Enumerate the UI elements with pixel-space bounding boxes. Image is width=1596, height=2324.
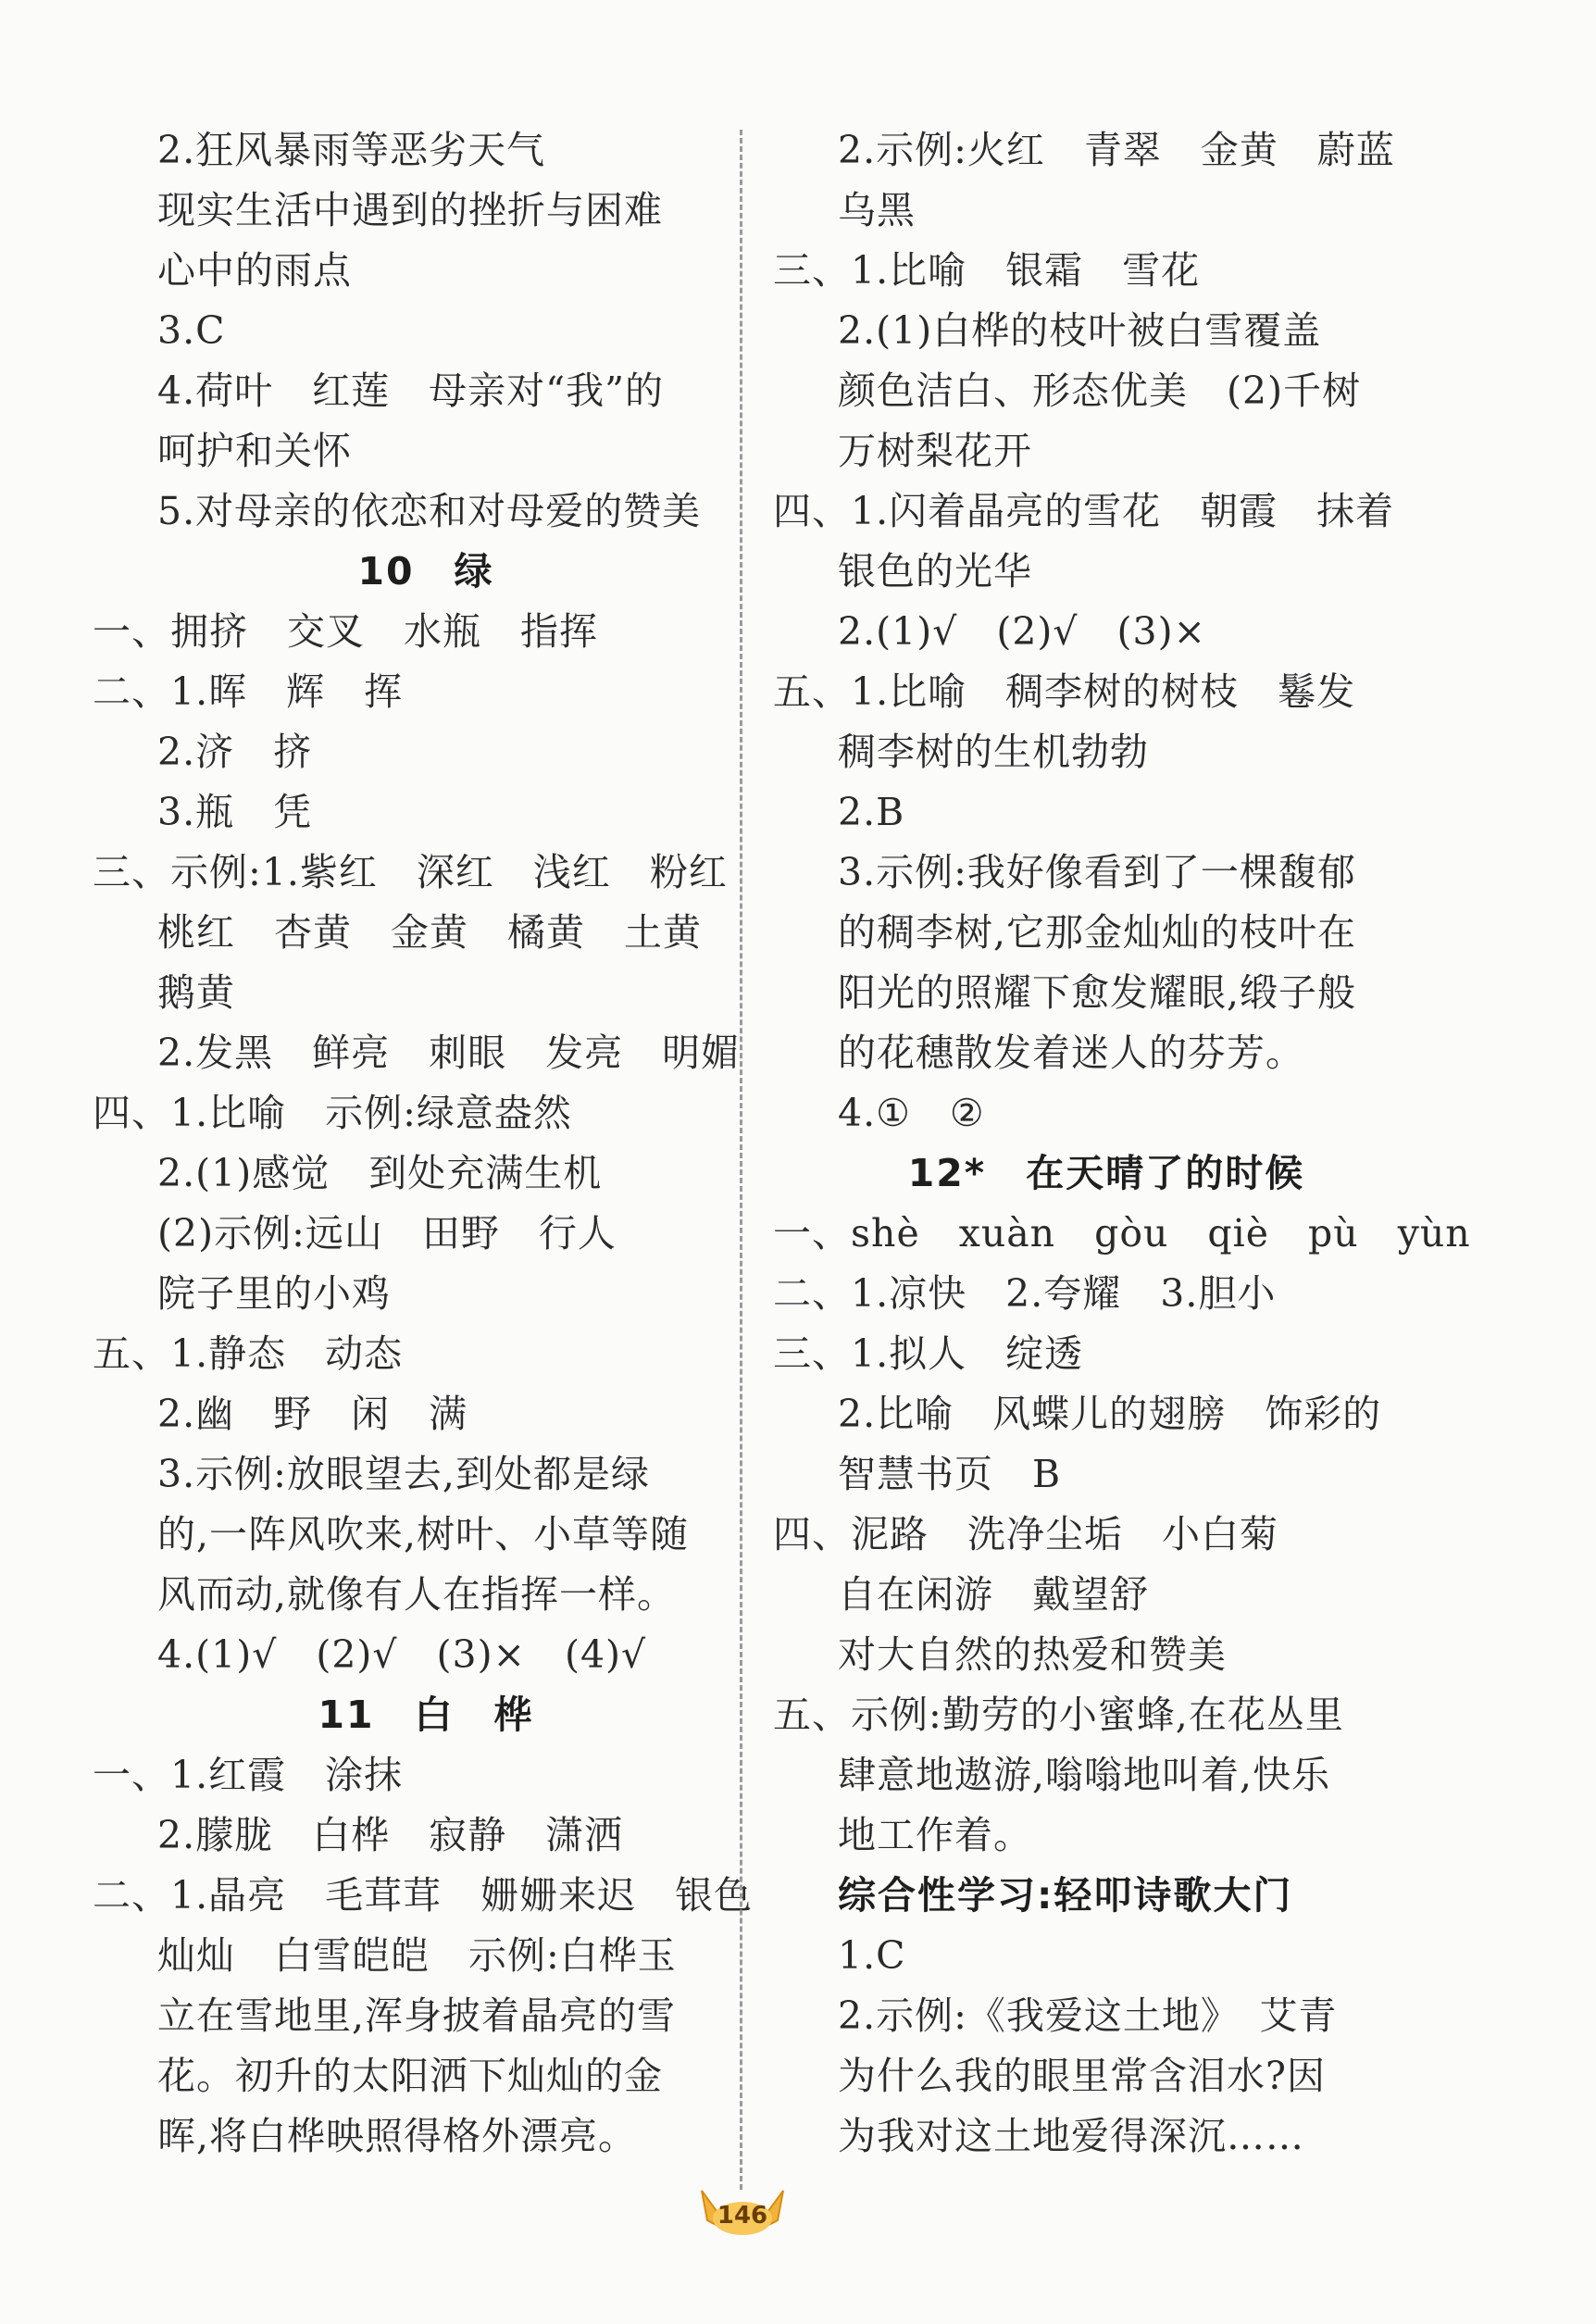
left-answer-line: 2.发黑 鲜亮 刺眼 发亮 明媚 xyxy=(157,1031,741,1075)
right-answer-line: 五、示例:勤劳的小蜜蜂,在花丛里 xyxy=(773,1693,1344,1737)
right-answer-line: 阳光的照耀下愈发耀眼,缎子般 xyxy=(838,970,1357,1015)
left-answer-line: 3.示例:放眼望去,到处都是绿 xyxy=(157,1452,650,1496)
section-heading: 10 绿 xyxy=(357,549,494,593)
left-answer-line: 三、示例:1.紫红 深红 浅红 粉红 xyxy=(93,850,728,894)
left-answer-line: 灿灿 白雪皑皑 示例:白桦玉 xyxy=(157,1933,677,1978)
right-answer-line: 智慧书页 B xyxy=(838,1452,1062,1496)
left-answer-line: 2.朦胧 白桦 寂静 潇洒 xyxy=(157,1813,624,1857)
right-answer-line: 2.B xyxy=(838,790,905,834)
column-divider xyxy=(740,130,742,2190)
right-answer-line: 1.C xyxy=(838,1933,906,1978)
right-answer-line: 一、shè xuàn gòu qiè pù yùn xyxy=(773,1211,1471,1256)
left-answer-line: 现实生活中遇到的挫折与困难 xyxy=(157,188,663,232)
left-answer-line: 一、1.红霞 涂抹 xyxy=(93,1753,404,1797)
right-answer-line: 的花穗散发着迷人的芬芳。 xyxy=(838,1031,1304,1075)
right-answer-line: 4.① ② xyxy=(838,1091,985,1135)
right-answer-line: 对大自然的热爱和赞美 xyxy=(838,1632,1227,1677)
right-answer-line: 万树梨花开 xyxy=(838,429,1032,473)
left-answer-line: 桃红 杏黄 金黄 橘黄 土黄 xyxy=(157,910,702,955)
left-answer-line: 晖,将白桦映照得格外漂亮。 xyxy=(157,2114,638,2158)
right-column xyxy=(773,120,1471,2167)
right-answer-line: 2.比喻 风蝶儿的翅膀 饰彩的 xyxy=(838,1392,1382,1436)
left-answer-line: 呵护和关怀 xyxy=(157,429,352,473)
left-column xyxy=(93,120,759,2167)
section-heading: 综合性学习:轻叩诗歌大门 xyxy=(838,1873,1293,1918)
section-heading: 12* 在天晴了的时候 xyxy=(907,1151,1305,1195)
right-answer-line: 2.(1)白桦的枝叶被白雪覆盖 xyxy=(838,308,1322,353)
left-answer-line: 4.(1)√ (2)√ (3)× (4)√ xyxy=(157,1632,647,1677)
left-answer-line: 3.C xyxy=(157,308,226,353)
left-answer-line: 2.狂风暴雨等恶劣天气 xyxy=(157,128,546,172)
right-answer-line: 二、1.凉快 2.夸耀 3.胆小 xyxy=(773,1271,1277,1316)
right-answer-line: 的稠李树,它那金灿灿的枝叶在 xyxy=(838,910,1357,955)
left-answer-line: 2.幽 野 闲 满 xyxy=(157,1392,468,1436)
left-answer-line: 四、1.比喻 示例:绿意盎然 xyxy=(93,1091,572,1135)
left-answer-line: 花。初升的太阳洒下灿灿的金 xyxy=(157,2054,663,2098)
right-answer-line: 为我对这土地爱得深沉…… xyxy=(838,2114,1304,2158)
right-answer-line: 乌黑 xyxy=(838,188,916,232)
left-answer-line: 院子里的小鸡 xyxy=(157,1271,391,1316)
left-answer-line: 二、1.晖 辉 挥 xyxy=(93,669,404,714)
right-answer-line: 银色的光华 xyxy=(838,549,1032,593)
left-answer-line: 五、1.静态 动态 xyxy=(93,1331,404,1376)
right-answer-line: 2.(1)√ (2)√ (3)× xyxy=(838,609,1206,654)
left-answer-line: 心中的雨点 xyxy=(157,248,352,293)
right-answer-line: 2.示例:火红 青翠 金黄 蔚蓝 xyxy=(838,128,1395,172)
left-answer-line: 鹅黄 xyxy=(157,970,235,1015)
left-answer-line: 立在雪地里,浑身披着晶亮的雪 xyxy=(157,1993,677,2038)
right-answer-line: 地工作着。 xyxy=(838,1813,1032,1857)
right-answer-line: 自在闲游 戴望舒 xyxy=(838,1572,1149,1617)
section-heading: 11 白 桦 xyxy=(318,1693,534,1737)
right-answer-line: 颜色洁白、形态优美 (2)千树 xyxy=(838,369,1362,413)
right-answer-line: 四、1.闪着晶亮的雪花 朝霞 抹着 xyxy=(773,489,1395,533)
left-answer-line: 一、拥挤 交叉 水瓶 指挥 xyxy=(93,609,598,654)
left-answer-line: 2.济 挤 xyxy=(157,730,313,774)
page-number-badge xyxy=(696,2181,789,2246)
right-answer-line: 四、泥路 洗净尘垢 小白菊 xyxy=(773,1512,1278,1556)
page-number: 146 xyxy=(717,2202,768,2230)
right-answer-line: 三、1.比喻 银霜 雪花 xyxy=(773,248,1201,293)
left-answer-line: 4.荷叶 红莲 母亲对“我”的 xyxy=(157,369,665,413)
right-answer-line: 稠李树的生机勃勃 xyxy=(838,730,1149,774)
right-answer-line: 为什么我的眼里常含泪水?因 xyxy=(838,2054,1326,2098)
left-answer-line: 2.(1)感觉 到处充满生机 xyxy=(157,1151,603,1195)
right-answer-line: 2.示例:《我爱这土地》 艾青 xyxy=(838,1993,1338,2038)
right-answer-line: 三、1.拟人 绽透 xyxy=(773,1331,1084,1376)
left-answer-line: 风而动,就像有人在指挥一样。 xyxy=(157,1572,677,1617)
left-answer-line: 的,一阵风吹来,树叶、小草等随 xyxy=(157,1512,690,1556)
left-answer-line: 3.瓶 凭 xyxy=(157,790,313,834)
left-answer-line: (2)示例:远山 田野 行人 xyxy=(157,1211,617,1256)
left-answer-line: 二、1.晶亮 毛茸茸 姗姗来迟 银色 xyxy=(93,1873,754,1918)
right-answer-line: 五、1.比喻 稠李树的树枝 鬈发 xyxy=(773,669,1356,714)
left-answer-line: 5.对母亲的依恋和对母爱的赞美 xyxy=(157,489,702,533)
right-answer-line: 肆意地遨游,嗡嗡地叫着,快乐 xyxy=(838,1753,1331,1797)
right-answer-line: 3.示例:我好像看到了一棵馥郁 xyxy=(838,850,1356,894)
